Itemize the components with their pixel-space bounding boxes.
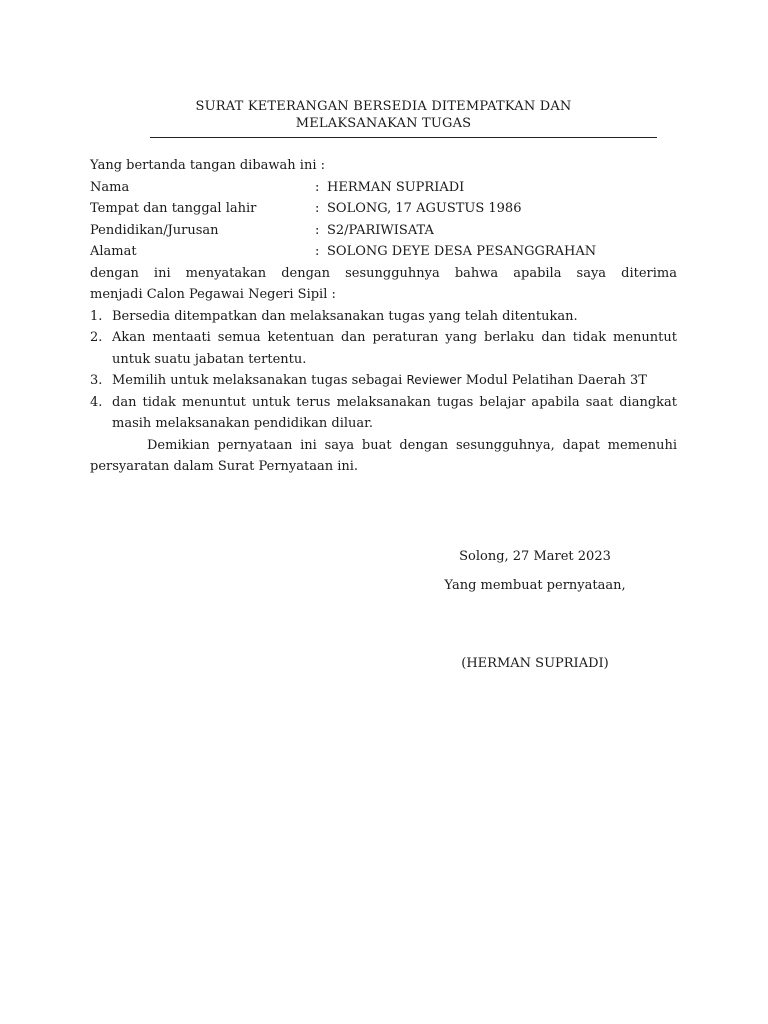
field-colon: :	[315, 179, 320, 195]
intro-text: Yang bertanda tangan dibawah ini :	[90, 158, 325, 173]
list-item-number: 1.	[90, 308, 103, 324]
letter-body	[90, 155, 677, 478]
list-item-number: 4.	[90, 394, 103, 410]
field-colon: :	[315, 201, 320, 216]
title-underline	[150, 137, 657, 138]
list-item	[90, 392, 677, 435]
field-colon: :	[315, 222, 320, 238]
field-label: Alamat	[90, 244, 137, 259]
statement-line-2: menjadi Calon Pegawai Negeri Sipil :	[90, 287, 336, 302]
list-item	[90, 370, 677, 392]
field-row-ttl	[90, 198, 677, 220]
closing-paragraph: Demikian pernyataan ini saya buat dengan sesungguhnya, dapat memenuhi persyaratan dalam Surat Pernyataan ini.	[90, 437, 677, 474]
list-item-number: 2.	[90, 330, 103, 345]
list-item	[90, 306, 677, 328]
field-value: S2/PARIWISATA	[327, 222, 434, 238]
signature-name: (HERMAN SUPRIADI)	[461, 656, 609, 671]
list-item-text: Akan mentaati semua ketentuan dan peraturan yang berlaku dan tidak menuntut untuk suatu jabatan tertentu.	[112, 330, 677, 367]
field-label: Nama	[90, 179, 130, 195]
list-item-text: Bersedia ditempatkan dan melaksanakan tugas yang telah ditentukan.	[112, 308, 578, 324]
list-item-text	[112, 370, 677, 392]
title-line-1: SURAT KETERANGAN BERSEDIA DITEMPATKAN DAN	[195, 99, 572, 114]
list-item-text-before: Memilih untuk melaksanakan tugas sebagai	[112, 373, 403, 388]
document-title	[150, 98, 617, 132]
field-label: Pendidikan/Jurusan	[90, 222, 219, 238]
list-item-text-after: Modul Pelatihan Daerah 3T	[465, 373, 647, 388]
field-row-nama	[90, 177, 677, 199]
field-colon: :	[315, 244, 320, 259]
statement-line-1: dengan ini menyatakan dengan sesungguhnya bahwa apabila saya diterima	[90, 265, 677, 281]
field-label: Tempat dan tanggal lahir	[90, 201, 257, 216]
list-item-number: 3.	[90, 373, 103, 388]
field-value: HERMAN SUPRIADI	[327, 179, 465, 195]
field-row-alamat	[90, 241, 677, 263]
list-item	[90, 327, 677, 370]
signature-place-date: Solong, 27 Maret 2023	[459, 549, 611, 564]
list-item-text: dan tidak menuntut untuk terus melaksanakan tugas belajar apabila saat diangkat masih melaksanakan pendidikan diluar.	[112, 394, 677, 431]
field-value: SOLONG, 17 AGUSTUS 1986	[327, 201, 522, 216]
title-line-2: MELAKSANAKAN TUGAS	[295, 116, 472, 131]
signature-role: Yang membuat pernyataan,	[444, 578, 626, 593]
field-value: SOLONG DEYE DESA PESANGGRAHAN	[327, 244, 597, 259]
field-row-pendidikan	[90, 220, 677, 242]
list-item-text-sans: Reviewer	[406, 373, 462, 387]
